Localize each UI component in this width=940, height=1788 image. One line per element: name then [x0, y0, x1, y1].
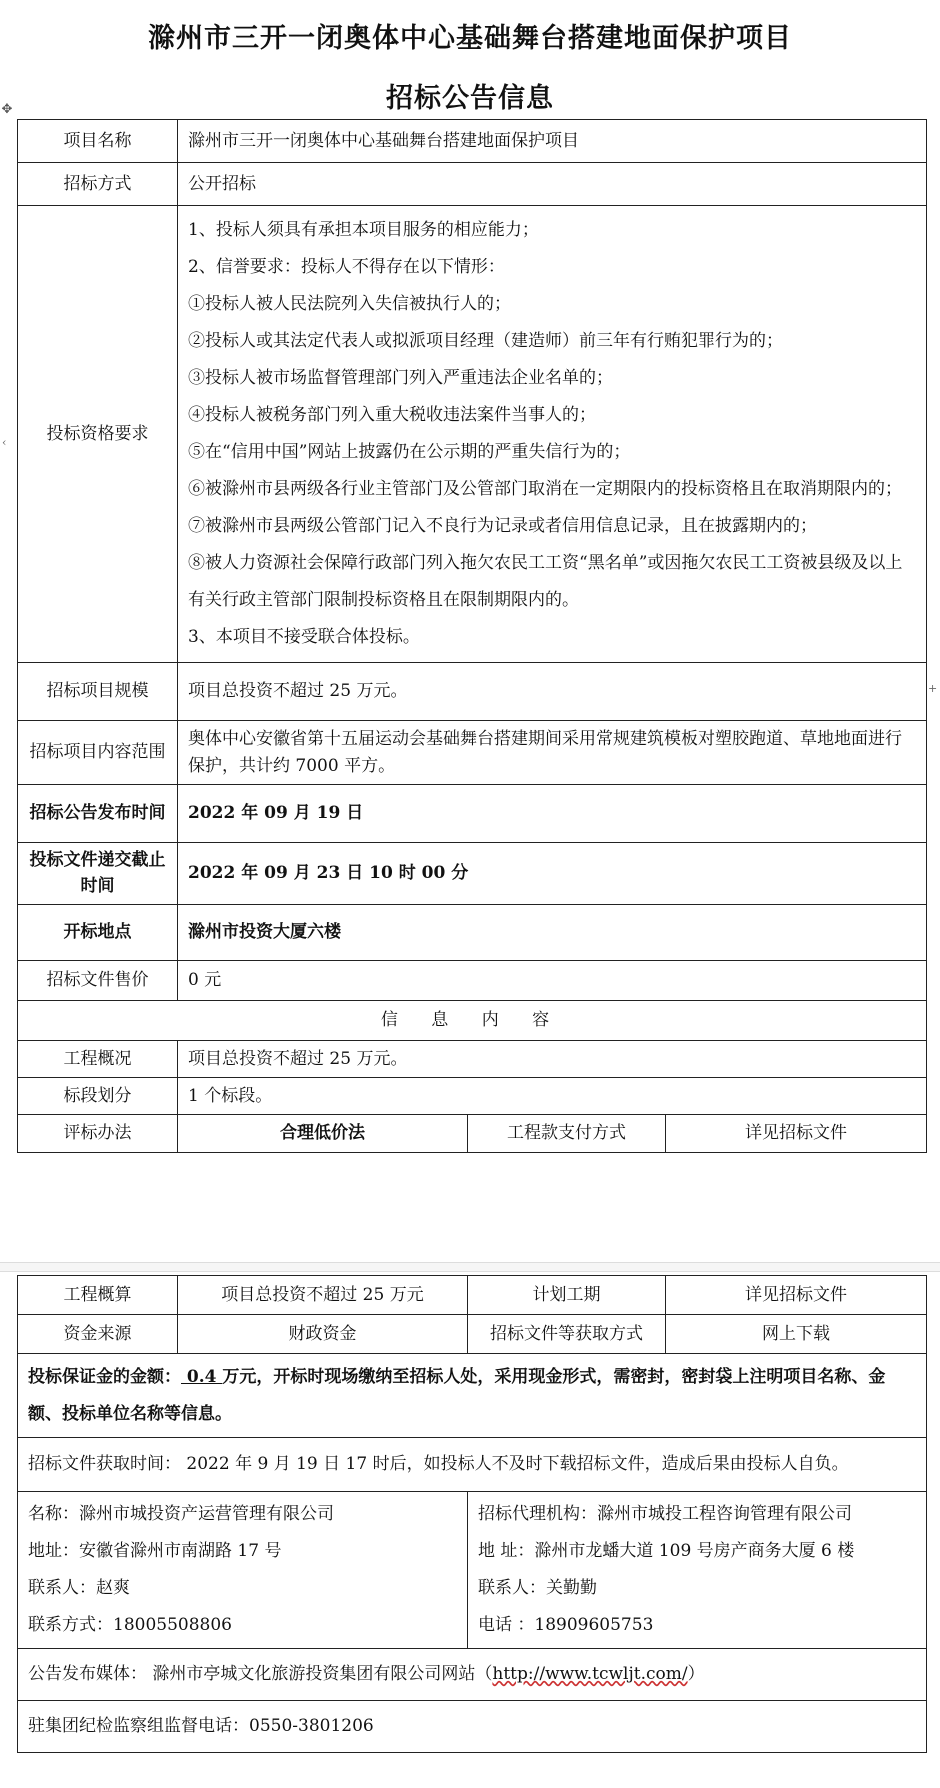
value-deadline: 2022 年 09 月 23 日 10 时 00 分 [178, 843, 927, 905]
value-schedule: 详见招标文件 [666, 1276, 927, 1315]
label-opening-place: 开标地点 [18, 904, 178, 960]
label-doc-price: 招标文件售价 [18, 960, 178, 1000]
value-funding: 财政资金 [178, 1315, 468, 1354]
label-evaluation: 评标办法 [18, 1114, 178, 1152]
label-payment-method: 工程款支付方式 [468, 1114, 666, 1152]
row-doc-price [18, 960, 927, 1000]
row-scale [18, 663, 927, 721]
row-media [18, 1649, 927, 1701]
row-deadline [18, 843, 927, 905]
tenderer-info [18, 1492, 468, 1649]
row-funding [18, 1315, 927, 1354]
row-obtain-time [18, 1438, 927, 1492]
label-schedule: 计划工期 [468, 1276, 666, 1315]
label-publish-time: 招标公告发布时间 [18, 785, 178, 843]
value-publish-time: 2022 年 09 月 19 日 [178, 785, 927, 843]
row-contacts [18, 1492, 927, 1649]
supervision-text: 驻集团纪检监察组监督电话：0550-3801206 [18, 1701, 927, 1753]
qualification-item: ⑦被滁州市县两级公管部门记入不良行为记录或者信用信息记录，且在披露期内的； [188, 516, 817, 536]
agency-phone: 电话 ：18909605753 [478, 1615, 654, 1635]
row-overview [18, 1040, 927, 1077]
value-evaluation: 合理低价法 [178, 1114, 468, 1152]
left-margin-marker-icon: ‹ [2, 436, 7, 449]
deposit-suffix: 万元，开标时现场缴纳至招标人处，采用现金形式，需密封，密封袋上注明项目名称、金额、投标单位名称等信息。 [28, 1366, 886, 1424]
document-title-line1: 滁州市三开一闭奥体中心基础舞台搭建地面保护项目 [148, 23, 792, 54]
tenderer-contact: 联系人：赵爽 [28, 1578, 130, 1598]
row-scope [18, 721, 927, 785]
qualification-item: ④投标人被税务部门列入重大税收违法案件当事人的； [188, 405, 596, 425]
qualification-item: ②投标人或其法定代表人或拟派项目经理（建造师）前三年有行贿犯罪行为的； [188, 331, 783, 351]
tender-info-table [17, 119, 927, 1153]
row-publish-time [18, 785, 927, 843]
qualification-item: 1、投标人须具有承担本项目服务的相应能力； [188, 220, 539, 240]
value-qualification [178, 206, 927, 663]
label-deadline: 投标文件递交截止时间 [18, 843, 178, 905]
value-project-name: 滁州市三开一闭奥体中心基础舞台搭建地面保护项目 [178, 120, 927, 163]
agency-name: 招标代理机构：滁州市城投工程咨询管理有限公司 [478, 1504, 852, 1524]
page-break [0, 1262, 940, 1272]
document-title-line2: 招标公告信息 [386, 83, 554, 114]
qualification-item: ①投标人被人民法院列入失信被执行人的； [188, 294, 511, 314]
qualification-item: 2、信誉要求：投标人不得存在以下情形： [188, 257, 505, 277]
row-opening-place [18, 904, 927, 960]
tenderer-name: 名称：滁州市城投资产运营管理有限公司 [28, 1504, 334, 1524]
label-sections: 标段划分 [18, 1077, 178, 1114]
row-evaluation [18, 1114, 927, 1152]
row-sections [18, 1077, 927, 1114]
deposit-prefix: 投标保证金的金额： [28, 1366, 181, 1387]
label-project-name: 项目名称 [18, 120, 178, 163]
table-move-handle-icon[interactable]: ✥ [1, 102, 13, 117]
obtain-time-text: 招标文件获取时间： 2022 年 9 月 19 日 17 时后，如投标人不及时下载招标文件，造成后果由投标人自负。 [18, 1438, 927, 1492]
row-deposit [18, 1354, 927, 1438]
label-obtain-method: 招标文件等获取方式 [468, 1315, 666, 1354]
deposit-amount: 0.4 [181, 1366, 223, 1387]
label-scale: 招标项目规模 [18, 663, 178, 721]
row-info-header [18, 1000, 927, 1040]
media-suffix: ） [687, 1664, 705, 1685]
label-qualification: 投标资格要求 [18, 206, 178, 663]
agency-info [468, 1492, 927, 1649]
row-supervision [18, 1701, 927, 1753]
agency-contact: 联系人：关勤勤 [478, 1578, 597, 1598]
value-budget: 项目总投资不超过 25 万元 [178, 1276, 468, 1315]
qualification-item: ⑥被滁州市县两级各行业主管部门及公管部门取消在一定期限内的投标资格且在取消期限内的； [188, 479, 902, 499]
deposit-paragraph [18, 1354, 927, 1438]
value-sections: 1 个标段。 [178, 1077, 927, 1114]
qualification-item: ③投标人被市场监督管理部门列入严重违法企业名单的； [188, 368, 613, 388]
tenderer-phone: 联系方式：18005508806 [28, 1615, 232, 1635]
qualification-item: ⑧被人力资源社会保障行政部门列入拖欠农民工工资“黑名单”或因拖欠农民工工资被县级及以上有关行政主管部门限制投标资格且在限制期限内的。 [188, 553, 903, 610]
value-method: 公开招标 [178, 163, 927, 206]
value-doc-price: 0 元 [178, 960, 927, 1000]
label-funding: 资金来源 [18, 1315, 178, 1354]
value-payment-method: 详见招标文件 [666, 1114, 927, 1152]
media-text [18, 1649, 927, 1701]
label-method: 招标方式 [18, 163, 178, 206]
qualification-item: 3、本项目不接受联合体投标。 [188, 627, 420, 647]
agency-address: 地 址：滁州市龙蟠大道 109 号房产商务大厦 6 楼 [478, 1541, 855, 1561]
add-column-icon[interactable]: + [928, 682, 938, 695]
value-scope: 奥体中心安徽省第十五届运动会基础舞台搭建期间采用常规建筑模板对塑胶跑道、草地地面进行保护，共计约 7000 平方。 [178, 721, 927, 785]
label-overview: 工程概况 [18, 1040, 178, 1077]
label-scope: 招标项目内容范围 [18, 721, 178, 785]
value-overview: 项目总投资不超过 25 万元。 [178, 1040, 927, 1077]
value-scale: 项目总投资不超过 25 万元。 [178, 663, 927, 721]
media-prefix: 公告发布媒体： 滁州市亭城文化旅游投资集团有限公司网站（ [28, 1664, 493, 1685]
info-section-header: 信 息 内 容 [18, 1000, 927, 1040]
row-project-name [18, 120, 927, 163]
row-qualification [18, 206, 927, 663]
value-opening-place: 滁州市投资大厦六楼 [178, 904, 927, 960]
tender-info-table-continued [17, 1275, 927, 1753]
row-method [18, 163, 927, 206]
media-url-link[interactable]: http://www.tcwljt.com/ [492, 1664, 688, 1685]
row-budget [18, 1276, 927, 1315]
qualification-item: ⑤在“信用中国”网站上披露仍在公示期的严重失信行为的； [188, 442, 631, 462]
label-budget: 工程概算 [18, 1276, 178, 1315]
value-obtain-method: 网上下载 [666, 1315, 927, 1354]
tenderer-address: 地址：安徽省滁州市南湖路 17 号 [28, 1541, 282, 1561]
